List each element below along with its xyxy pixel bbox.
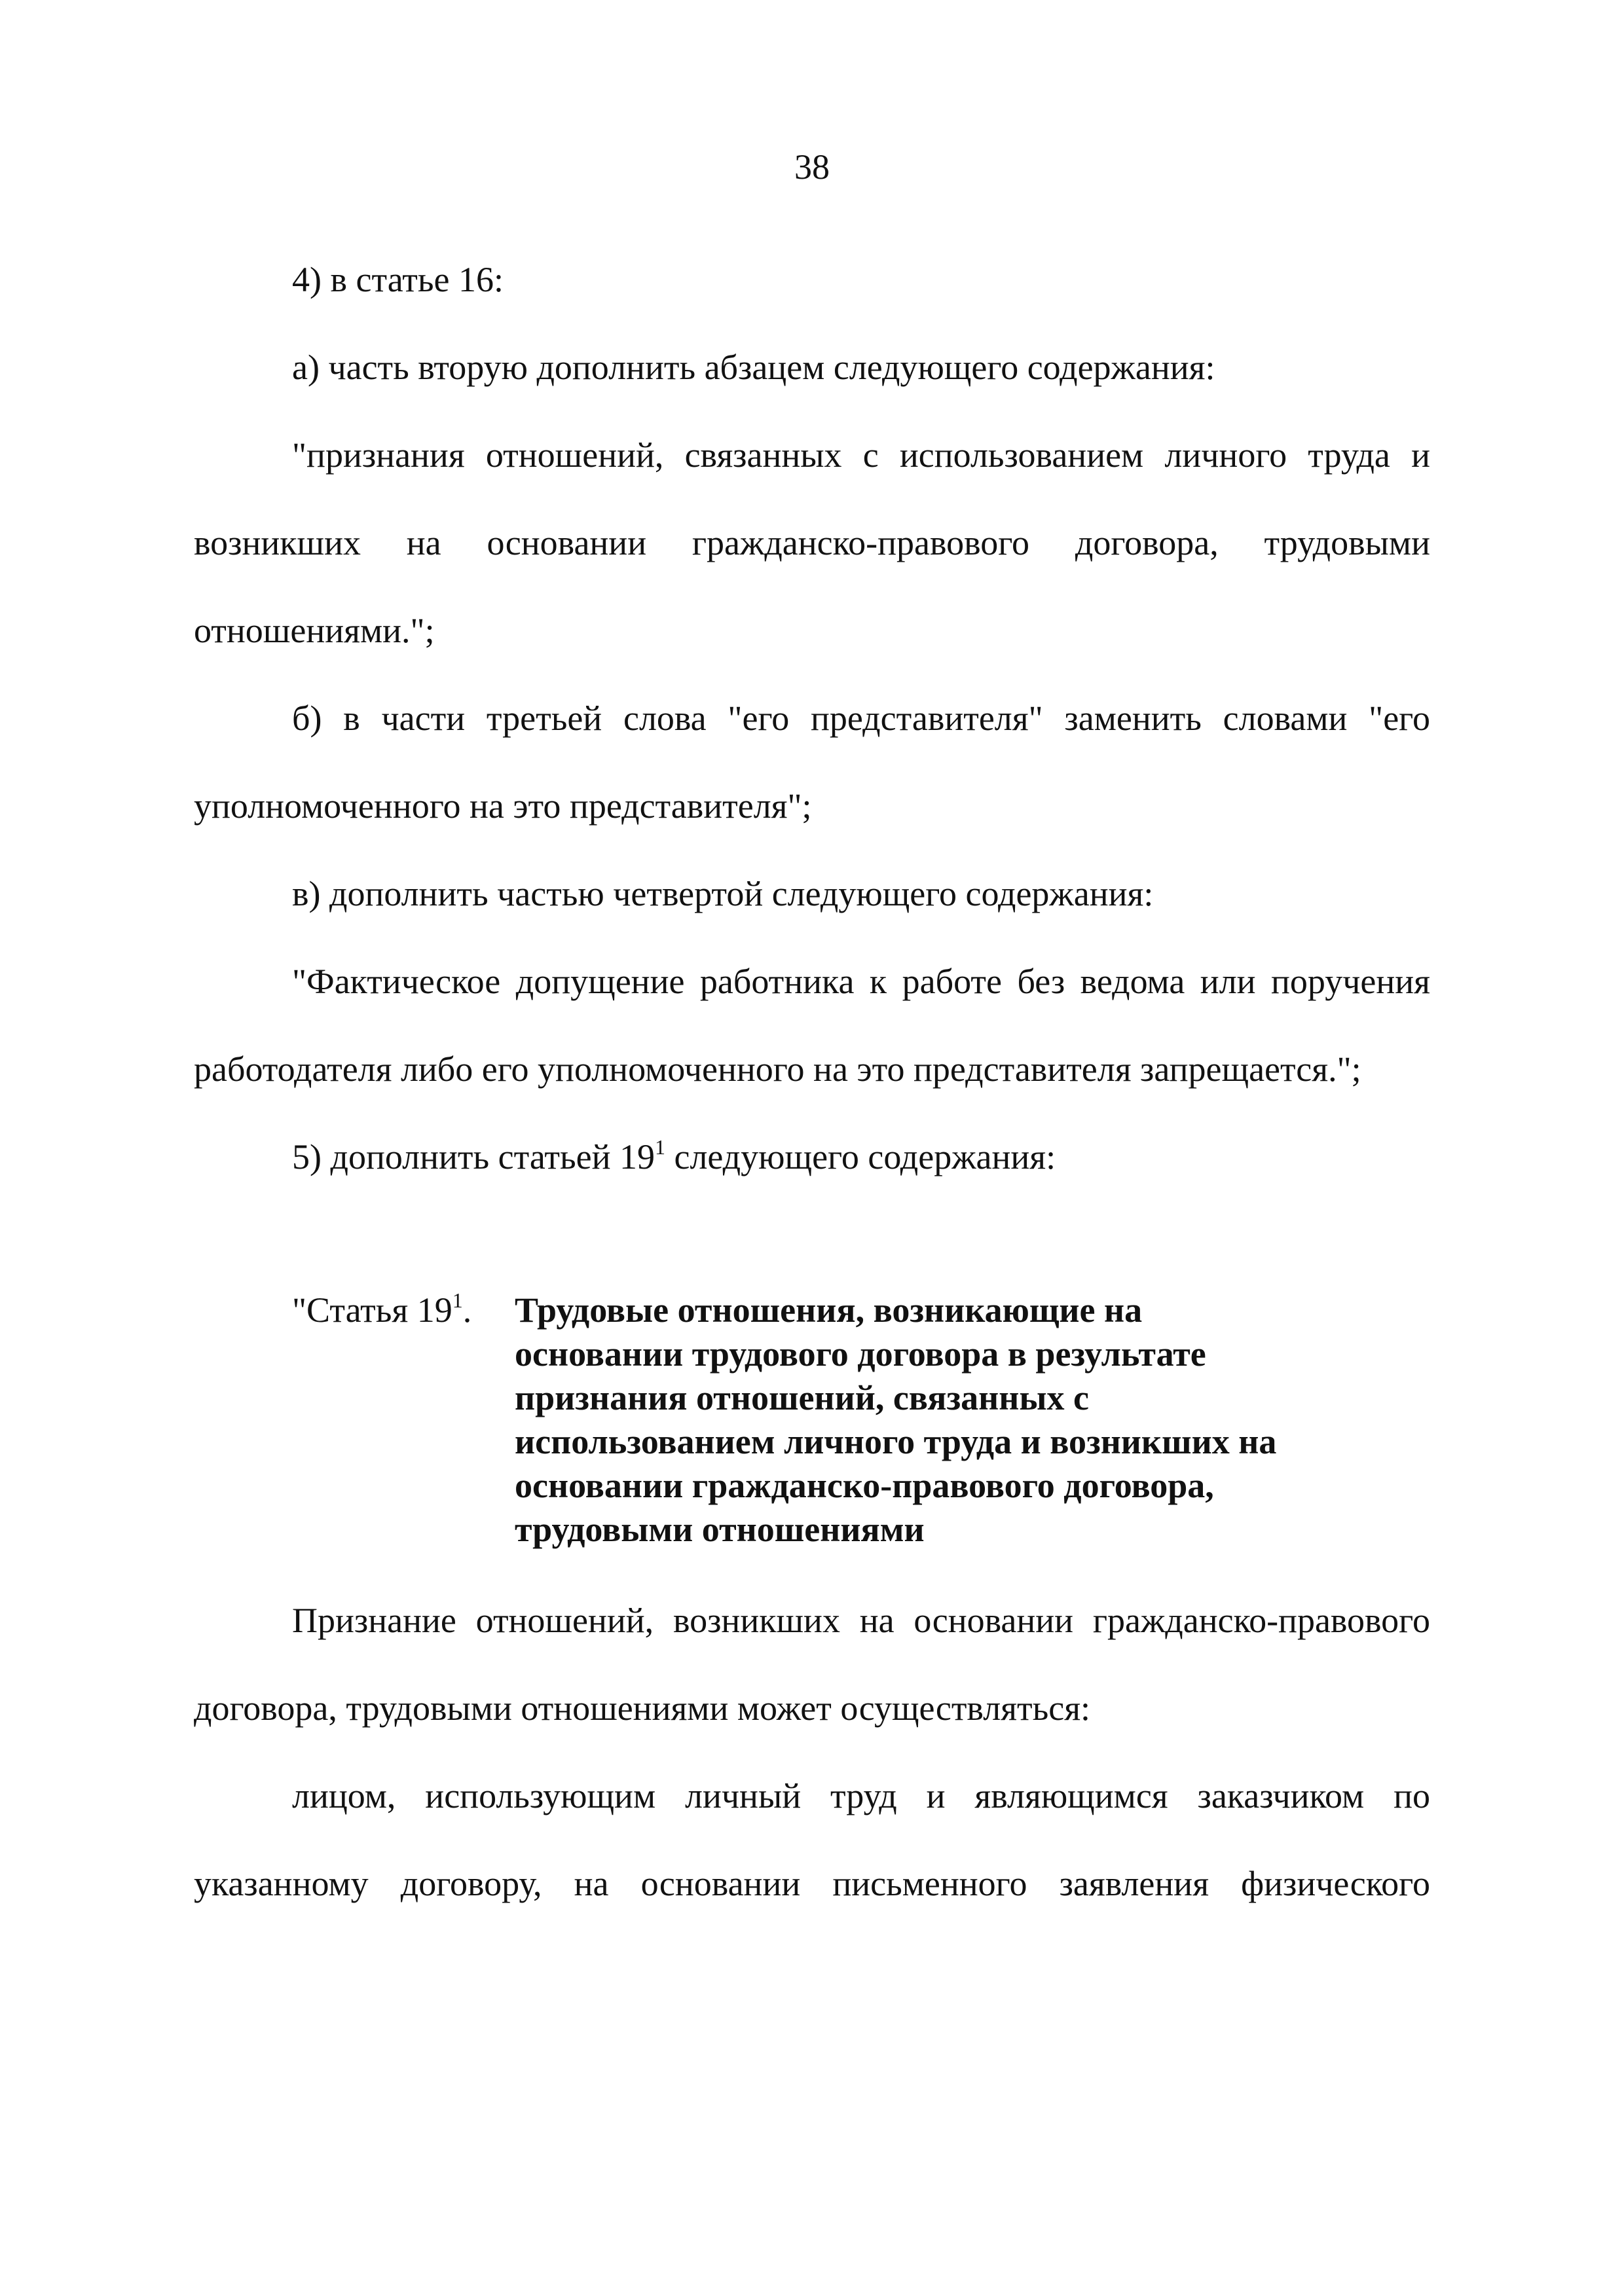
- article-number: [292, 1288, 471, 1332]
- paragraph-item-4a: а) часть вторую дополнить абзацем следующего содержания:: [292, 348, 1215, 387]
- paragraph-quote-recognition: "признания отношений, связанных с использованием личного труда и возникших на основании гражданско-правового договора, трудовыми отношениями.";: [194, 435, 1430, 650]
- article-superscript: 1: [452, 1288, 463, 1312]
- paragraph-item-4b: б) в части третьей слова "его представителя" заменить словами "его уполномоченного на это представителя";: [194, 699, 1430, 826]
- paragraph-quote-admission: "Фактическое допущение работника к работе без ведома или поручения работодателя либо его уполномоченного на это представителя запрещается.";: [194, 962, 1430, 1089]
- body-text-upper: [194, 236, 1430, 1201]
- body-text-lower: [194, 1576, 1430, 1927]
- paragraph-item-4v: в) дополнить частью четвертой следующего содержания:: [292, 874, 1154, 913]
- article-title: Трудовые отношения, возникающие на основании трудового договора в результате признания отношений, связанных с использованием личного труда и возникших на основании гражданско-правового договора, трудовыми отношениями: [515, 1290, 1277, 1549]
- page-number: 38: [794, 147, 830, 187]
- paragraph-by-person: лицом, использующим личный труд и являющимся заказчиком по указанному договору, на основании письменного заявления физического: [194, 1776, 1430, 1903]
- paragraph-recognition-may: Признание отношений, возникших на основании гражданско-правового договора, трудовыми отношениями может осуществляться:: [194, 1601, 1430, 1728]
- item5-before: 5) дополнить статьей 19: [292, 1137, 655, 1176]
- article-prefix: "Статья 19: [292, 1290, 452, 1330]
- article-suffix: .: [462, 1290, 472, 1330]
- item5-superscript: 1: [655, 1135, 666, 1159]
- paragraph-item-5: [194, 1113, 1430, 1201]
- item5-after: следующего содержания:: [665, 1137, 1056, 1176]
- paragraph-item-4: 4) в статье 16:: [292, 260, 504, 299]
